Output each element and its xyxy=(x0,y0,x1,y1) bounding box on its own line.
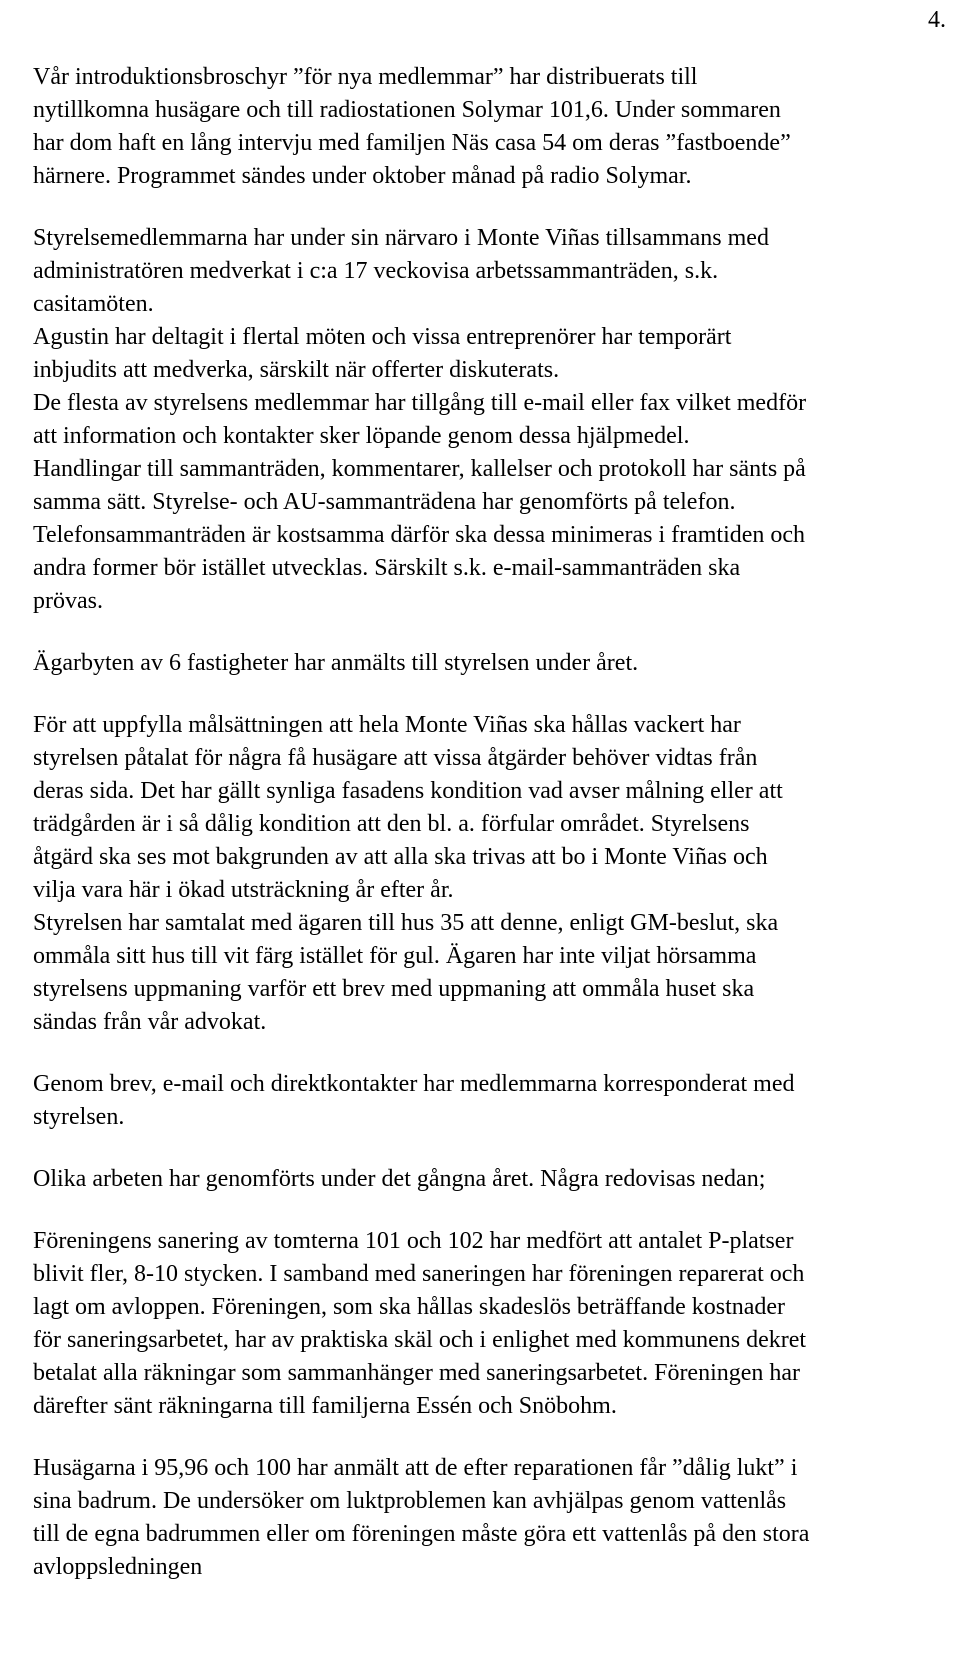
text-line: Agustin har deltagit i flertal möten och vissa entreprenörer har temporärt xyxy=(33,324,732,350)
text-line: därefter sänt räkningarna till familjerna Essén och Snöbohm. xyxy=(33,1393,617,1419)
text-line: vilja vara här i ökad utsträckning år efter år. xyxy=(33,877,454,903)
text-line: trädgården är i så dålig kondition att den bl. a. förfular området. Styrelsens xyxy=(33,811,750,837)
text-line: Olika arbeten har genomförts under det gångna året. Några redovisas nedan; xyxy=(33,1166,766,1192)
text-line: Vår introduktionsbroschyr ”för nya medlemmar” har distribuerats till xyxy=(33,64,698,90)
paragraph-sanering xyxy=(33,1225,933,1423)
page-number: 4. xyxy=(928,7,946,33)
text-line: casitamöten. xyxy=(33,291,154,317)
text-line: Telefonsammanträden är kostsamma därför ska dessa minimeras i framtiden och xyxy=(33,522,806,548)
text-line: För att uppfylla målsättningen att hela Monte Viñas ska hållas vackert har xyxy=(33,712,741,738)
text-line: nytillkomna husägare och till radiostationen Solymar 101,6. Under sommaren xyxy=(33,97,781,123)
text-line: styrelsen. xyxy=(33,1104,125,1130)
document-body xyxy=(33,61,933,1584)
paragraph-styrelse-meetings xyxy=(33,222,933,618)
text-line: styrelsen påtalat för några få husägare att vissa åtgärder behöver vidtas från xyxy=(33,745,758,771)
text-line: De flesta av styrelsens medlemmar har tillgång till e-mail eller fax vilket medför xyxy=(33,390,807,416)
paragraph-gap xyxy=(33,1039,933,1068)
paragraph-gap xyxy=(33,1423,933,1452)
paragraph-gap xyxy=(33,618,933,647)
text-line: ommåla sitt hus till vit färg istället för gul. Ägaren har inte viljat hörsamma xyxy=(33,943,757,969)
paragraph-gap xyxy=(33,193,933,222)
text-line: sina badrum. De undersöker om luktproblemen kan avhjälpas genom vattenlås xyxy=(33,1488,787,1514)
paragraph-gap xyxy=(33,1196,933,1225)
paragraph-gap xyxy=(33,1134,933,1163)
text-line: åtgärd ska ses mot bakgrunden av att alla ska trivas att bo i Monte Viñas och xyxy=(33,844,768,870)
text-line: deras sida. Det har gällt synliga fasadens kondition vad avser målning eller att xyxy=(33,778,783,804)
text-line: Husägarna i 95,96 och 100 har anmält att de efter reparationen får ”dålig lukt” i xyxy=(33,1455,798,1481)
text-line: Styrelsemedlemmarna har under sin närvaro i Monte Viñas tillsammans med xyxy=(33,225,769,251)
text-line: inbjudits att medverka, särskilt när offerter diskuterats. xyxy=(33,357,560,383)
text-line: lagt om avloppen. Föreningen, som ska hållas skadeslös beträffande kostnader xyxy=(33,1294,786,1320)
paragraph-arbeten xyxy=(33,1163,933,1196)
text-line: andra former bör istället utvecklas. Särskilt s.k. e-mail-sammanträden ska xyxy=(33,555,741,581)
text-line: styrelsens uppmaning varför ett brev med uppmaning att ommåla huset ska xyxy=(33,976,755,1002)
text-line: blivit fler, 8-10 stycken. I samband med saneringen har föreningen reparerat och xyxy=(33,1261,805,1287)
paragraph-gap xyxy=(33,680,933,709)
text-line: har dom haft en lång intervju med familjen Näs casa 54 om deras ”fastboende” xyxy=(33,130,791,156)
paragraph-intro-broschure xyxy=(33,61,933,193)
text-line: att information och kontakter sker löpande genom dessa hjälpmedel. xyxy=(33,423,690,449)
text-line: avloppsledningen xyxy=(33,1554,203,1580)
paragraph-korrespondens xyxy=(33,1068,933,1134)
text-line: prövas. xyxy=(33,588,103,614)
text-line: samma sätt. Styrelse- och AU-sammanträdena har genomförts på telefon. xyxy=(33,489,736,515)
text-line: Styrelsen har samtalat med ägaren till hus 35 att denne, enligt GM-beslut, ska xyxy=(33,910,779,936)
text-line: härnere. Programmet sändes under oktober månad på radio Solymar. xyxy=(33,163,692,189)
text-line: administratören medverkat i c:a 17 veckovisa arbetssammanträden, s.k. xyxy=(33,258,719,284)
text-line: betalat alla räkningar som sammanhänger med saneringsarbetet. Föreningen har xyxy=(33,1360,801,1386)
text-line: Ägarbyten av 6 fastigheter har anmälts till styrelsen under året. xyxy=(33,650,639,676)
paragraph-malsattning xyxy=(33,709,933,1039)
text-line: Handlingar till sammanträden, kommentarer, kallelser och protokoll har sänts på xyxy=(33,456,806,482)
text-line: till de egna badrummen eller om föreningen måste göra ett vattenlås på den stora xyxy=(33,1521,810,1547)
text-line: Föreningens sanering av tomterna 101 och 102 har medfört att antalet P-platser xyxy=(33,1228,794,1254)
text-line: sändas från vår advokat. xyxy=(33,1009,267,1035)
text-line: för saneringsarbetet, har av praktiska skäl och i enlighet med kommunens dekret xyxy=(33,1327,807,1353)
text-line: Genom brev, e-mail och direktkontakter har medlemmarna korresponderat med xyxy=(33,1071,795,1097)
paragraph-agarbyten xyxy=(33,647,933,680)
paragraph-lukt xyxy=(33,1452,933,1584)
